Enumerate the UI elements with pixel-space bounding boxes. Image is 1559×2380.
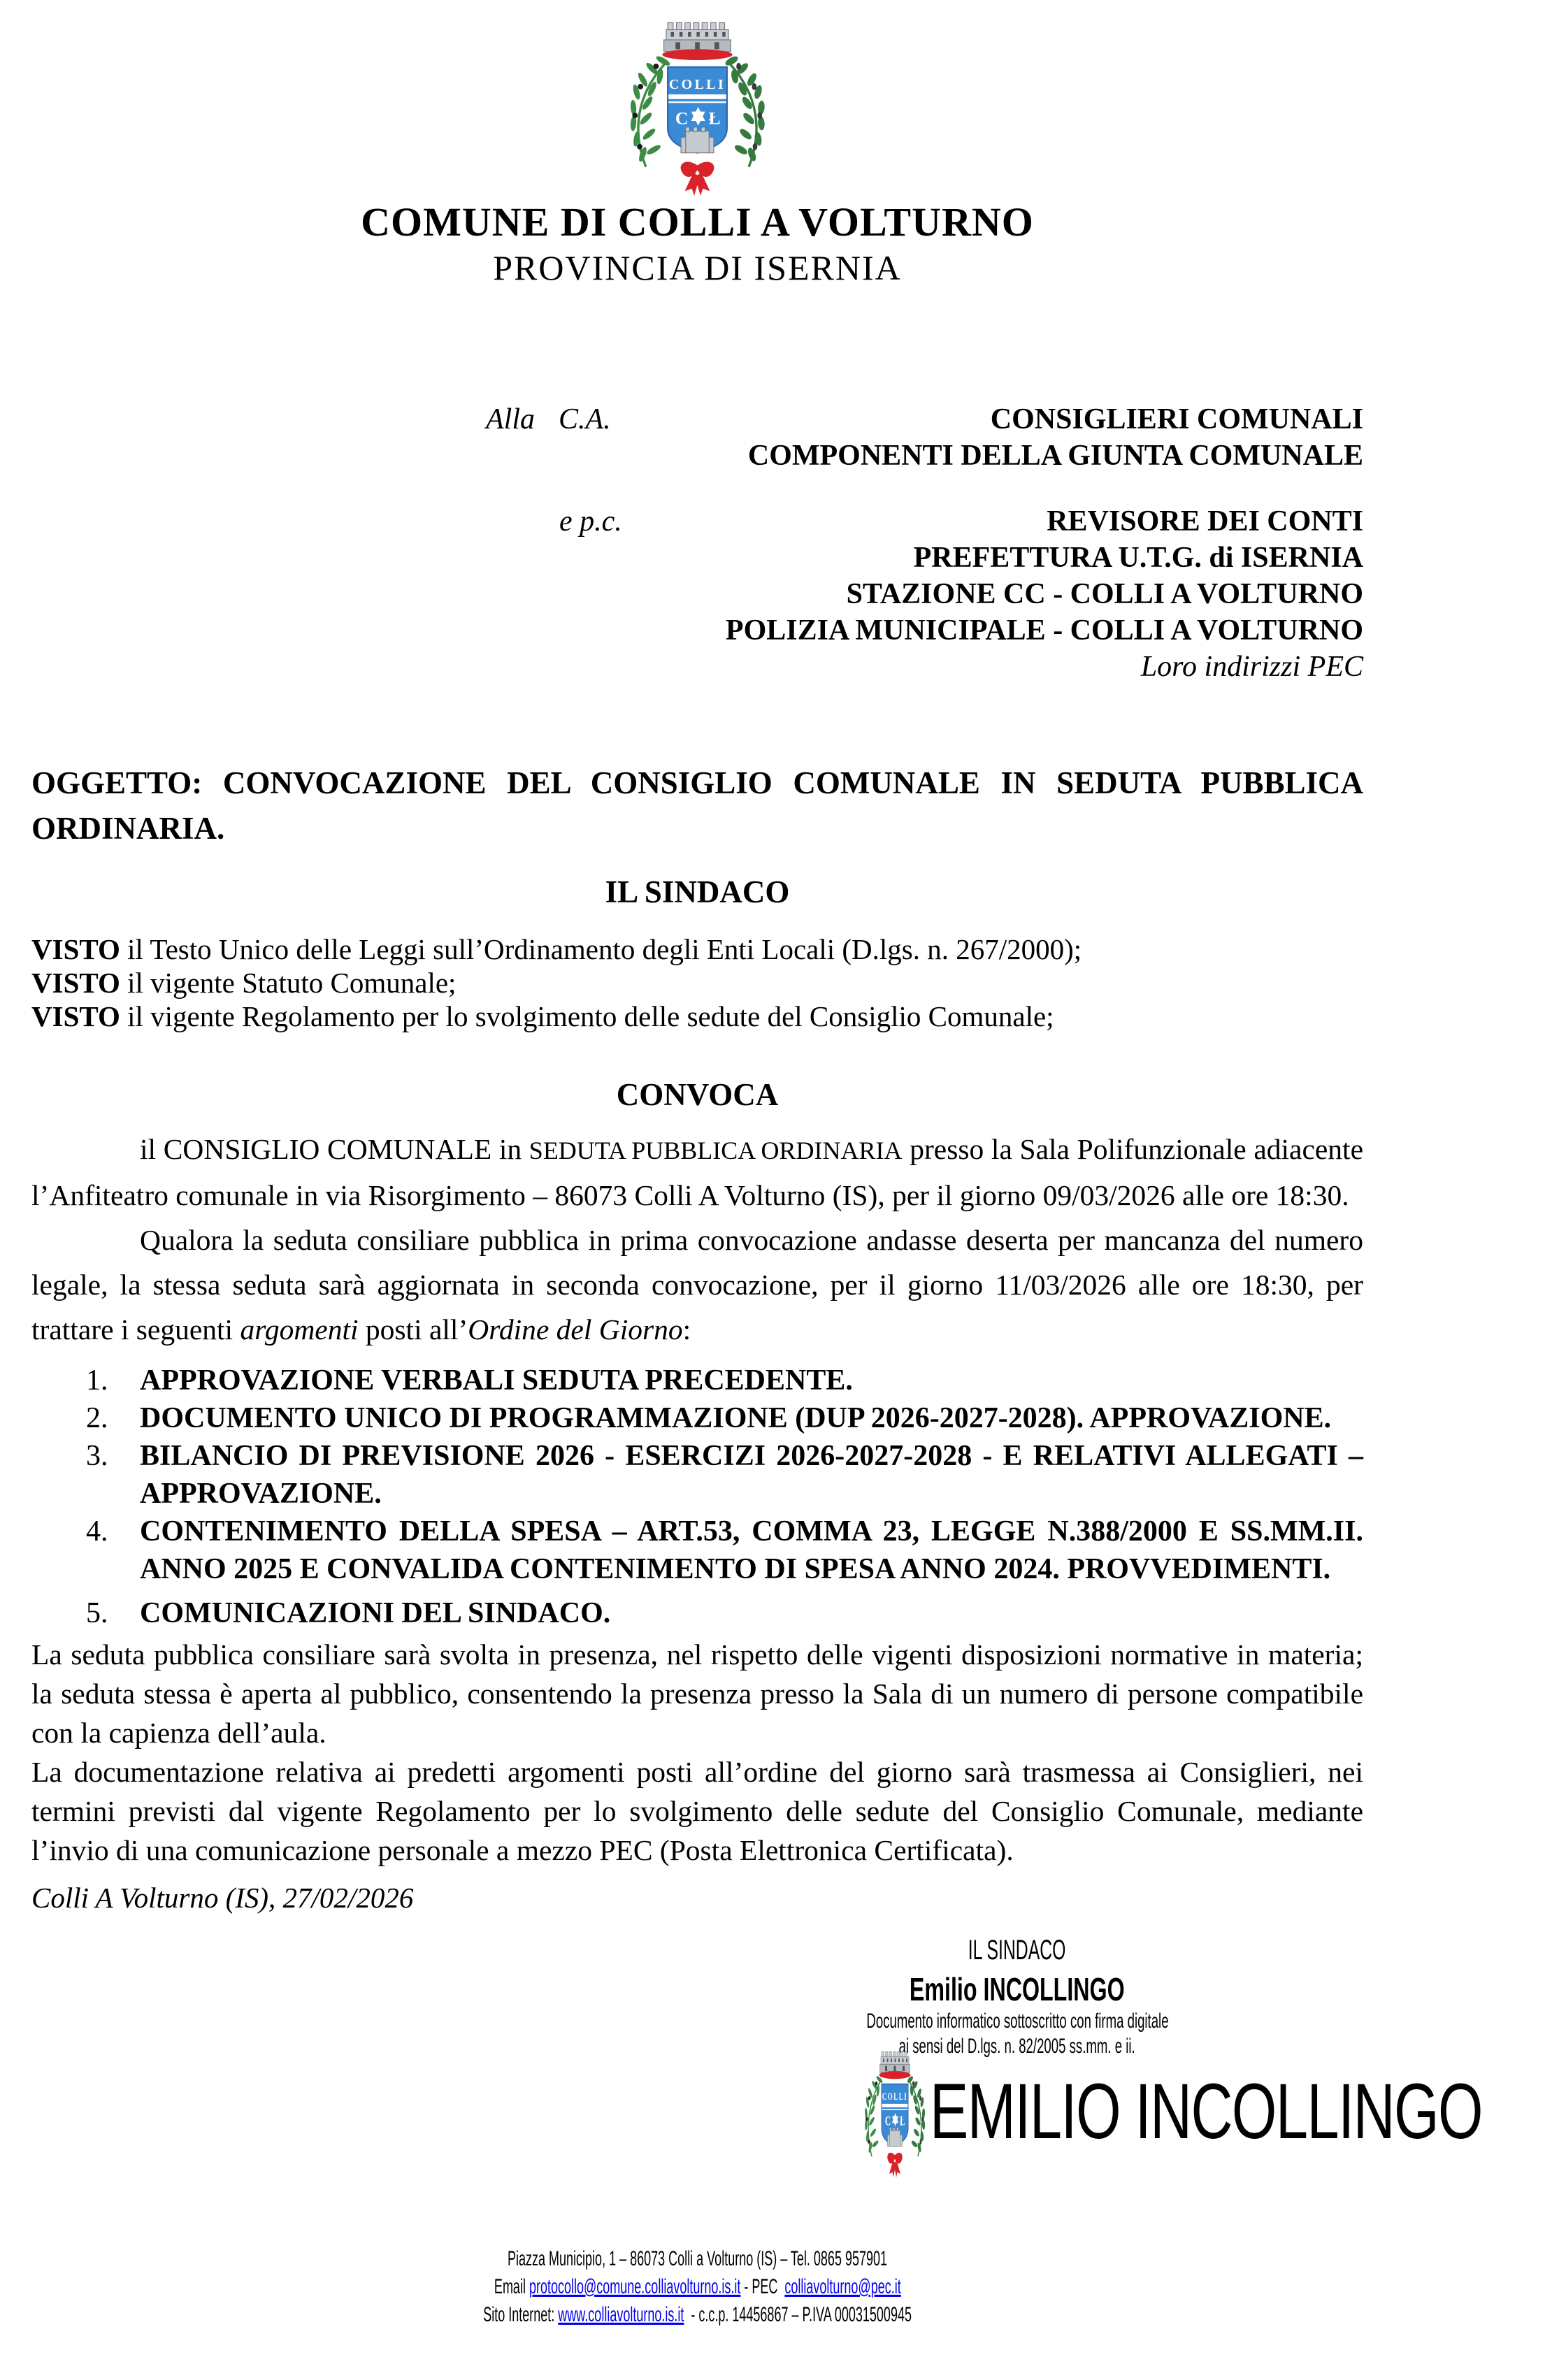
agenda-text: BILANCIO DI PREVISIONE 2026 - ESERCIZI 2026-2027-2028 - E RELATIVI ALLEGATI – APPROVAZIONE. xyxy=(140,1440,1363,1510)
to-label-ca: C.A. xyxy=(559,403,611,435)
signature-disclaimer-2-text: ai sensi del D.lgs. n. 82/2005 ss.mm. e ii. xyxy=(898,2035,1136,2058)
subject-block xyxy=(31,760,1363,851)
recipients-block xyxy=(31,401,1363,685)
to-label xyxy=(31,401,731,438)
footer-email-label: Email xyxy=(494,2275,529,2298)
signature-role xyxy=(703,1933,1332,1967)
closing-paragraph-1: La seduta pubblica consiliare sarà svolta in presenza, nel rispetto delle vigenti disposizioni normative in materia; la seduta stessa è aperta al pubblico, consentendo la presenza presso la Sala di un numero di persone compatibile con la capienza dell’aula. xyxy=(31,1638,1363,1749)
footer-line-2 xyxy=(31,2273,1363,2301)
agenda-text: DOCUMENTO UNICO DI PROGRAMMAZIONE (DUP 2026-2027-2028). APPROVAZIONE. xyxy=(140,1402,1332,1434)
page-title: COMUNE DI COLLI A VOLTURNO xyxy=(361,199,1034,245)
cc-label-spacer xyxy=(31,576,731,612)
recipient-line: POLIZIA MUNICIPALE - COLLI A VOLTURNO xyxy=(725,614,1363,647)
recipient-row xyxy=(31,401,1363,438)
to-label-spacer xyxy=(31,438,731,474)
recipient-row xyxy=(31,612,1363,649)
header-crest xyxy=(31,0,1363,199)
agenda-item xyxy=(31,1437,1363,1513)
agenda-item xyxy=(31,1362,1363,1399)
subject-line-2: ORDINARIA. xyxy=(31,811,225,846)
recipient-line: COMPONENTI DELLA GIUNTA COMUNALE xyxy=(747,440,1363,472)
municipal-coat-of-arms-icon xyxy=(619,13,776,196)
agenda-number: 1. xyxy=(86,1364,108,1397)
agenda-number: 5. xyxy=(86,1597,108,1629)
footer-email-link[interactable]: protocollo@comune.colliavolturno.is.it xyxy=(529,2275,741,2298)
footer-pec-link[interactable]: colliavolturno@pec.it xyxy=(784,2275,901,2298)
signature-name-text: Emilio INCOLLINGO xyxy=(910,1971,1125,2007)
signature-disclaimer-1 xyxy=(703,2009,1332,2034)
municipal-coat-of-arms-icon xyxy=(860,2044,930,2177)
recipient-line: STAZIONE CC - COLLI A VOLTURNO xyxy=(846,578,1363,610)
agenda-item xyxy=(31,1399,1363,1437)
heading-convoca: CONVOCA xyxy=(616,1077,779,1112)
footer-line-1 xyxy=(31,2245,1363,2273)
subject-line-1: OGGETTO: CONVOCAZIONE DEL CONSIGLIO COMUNALE IN SEDUTA PUBBLICA xyxy=(31,765,1363,800)
footer-website-label: Sito Internet: xyxy=(483,2303,559,2326)
recipient-row xyxy=(31,540,1363,576)
agenda-list xyxy=(31,1362,1363,1632)
para1-text: in xyxy=(491,1133,529,1165)
recipient-row xyxy=(31,576,1363,612)
visto-keyword: VISTO xyxy=(31,1000,120,1032)
footer-ccp-piva: - c.c.p. 14456867 – P.IVA 00031500945 xyxy=(684,2303,912,2326)
visto-text: il vigente Regolamento per lo svolgimento delle sedute del Consiglio Comunale; xyxy=(120,1000,1054,1032)
convocation-paragraph xyxy=(31,1127,1363,1218)
heading-il-sindaco: IL SINDACO xyxy=(605,874,790,909)
signature-block xyxy=(703,1933,1332,2059)
visto-text: il vigente Statuto Comunale; xyxy=(120,967,457,999)
visto-line xyxy=(31,932,1363,966)
cc-label-spacer xyxy=(31,540,731,576)
footer-email-line xyxy=(494,2273,901,2301)
page-footer xyxy=(31,2245,1363,2329)
footer-pec-label: - PEC xyxy=(740,2275,785,2298)
document-content xyxy=(31,0,1483,2380)
para1-seduta: SEDUTA PUBBLICA ORDINARIA xyxy=(529,1137,903,1164)
signature-name xyxy=(703,1970,1332,2009)
second-call-paragraph xyxy=(31,1218,1363,1352)
digital-signature-name: EMILIO INCOLLINGO xyxy=(930,2067,1483,2155)
cc-label: e p.c. xyxy=(559,505,622,538)
recipients-gap xyxy=(31,474,1363,503)
visto-block xyxy=(31,932,1363,1033)
pec-note: Loro indirizzi PEC xyxy=(1140,651,1363,683)
page-subtitle: PROVINCIA DI ISERNIA xyxy=(493,248,902,287)
visto-line xyxy=(31,1000,1363,1033)
visto-keyword: VISTO xyxy=(31,967,120,999)
recipient-line: REVISORE DEI CONTI xyxy=(1047,505,1363,538)
recipient-row xyxy=(31,503,1363,540)
para2-ordine-del-giorno: Ordine del Giorno xyxy=(468,1313,683,1346)
para1-text: il xyxy=(140,1133,164,1165)
visto-line xyxy=(31,966,1363,1000)
visto-text: il Testo Unico delle Leggi sull’Ordinamento degli Enti Locali (D.lgs. n. 267/2000); xyxy=(120,933,1082,965)
para2-text: posti all’ xyxy=(358,1313,468,1346)
recipient-line: PREFETTURA U.T.G. di ISERNIA xyxy=(913,542,1363,574)
footer-website-link[interactable]: www.colliavolturno.is.it xyxy=(558,2303,684,2326)
para1-consiglio: CONSIGLIO COMUNALE xyxy=(163,1133,492,1165)
recipient-row xyxy=(31,438,1363,474)
dateline: Colli A Volturno (IS), 27/02/2026 xyxy=(31,1882,414,1914)
signature-role-text: IL SINDACO xyxy=(968,1935,1066,1966)
agenda-number: 2. xyxy=(86,1402,108,1434)
agenda-item xyxy=(31,1594,1363,1632)
signature-disclaimer-1-text: Documento informatico sottoscritto con firma digitale xyxy=(865,2010,1169,2033)
para2-text: : xyxy=(682,1313,691,1346)
to-label-alla: Alla xyxy=(486,403,535,435)
para2-text: Qualora la seduta consiliare pubblica in prima convocazione andasse deserta per mancanza del numero legale, la stessa seduta sarà aggiornata in seconda convocazione, per il giorno 11/03/2026 alle ore 18:30, per trattare i seguenti xyxy=(31,1224,1363,1346)
footer-web-line xyxy=(483,2301,912,2329)
para2-argomenti: argomenti xyxy=(240,1313,359,1346)
cc-label-spacer xyxy=(31,612,726,649)
agenda-item xyxy=(31,1513,1363,1588)
para1-text: presso la Sala Polifunzionale adiacente l’Anfiteatro comunale in via Risorgimento – 86073 Colli A Volturno (IS), per il giorno 09/03/2026 alle ore 18:30. xyxy=(31,1133,1363,1211)
agenda-text: COMUNICAZIONI DEL SINDACO. xyxy=(140,1597,611,1629)
agenda-text: APPROVAZIONE VERBALI SEDUTA PRECEDENTE. xyxy=(140,1364,853,1397)
agenda-text: CONTENIMENTO DELLA SPESA – ART.53, COMMA 23, LEGGE N.388/2000 E SS.MM.II. ANNO 2025 E CONVALIDA CONTENIMENTO DI SPESA ANNO 2024. PROVVEDIMENTI. xyxy=(140,1515,1363,1585)
visto-keyword: VISTO xyxy=(31,933,120,965)
footer-address: Piazza Municipio, 1 – 86073 Colli a Volturno (IS) – Tel. 0865 957901 xyxy=(507,2247,888,2270)
footer-line-3 xyxy=(31,2301,1363,2329)
agenda-number: 3. xyxy=(86,1440,108,1472)
recipient-line: CONSIGLIERI COMUNALI xyxy=(990,403,1363,435)
agenda-number: 4. xyxy=(86,1515,108,1548)
closing-block xyxy=(31,1635,1363,1870)
closing-paragraph-2: La documentazione relativa ai predetti argomenti posti all’ordine del giorno sarà trasmessa ai Consiglieri, nei termini previsti dal vigente Regolamento per lo svolgimento delle sedute del Consiglio Comunale, mediante l’invio di una comunicazione personale a mezzo PEC (Posta Elettronica Certificata). xyxy=(31,1756,1363,1866)
digital-signature-stamp xyxy=(860,2044,1559,2177)
